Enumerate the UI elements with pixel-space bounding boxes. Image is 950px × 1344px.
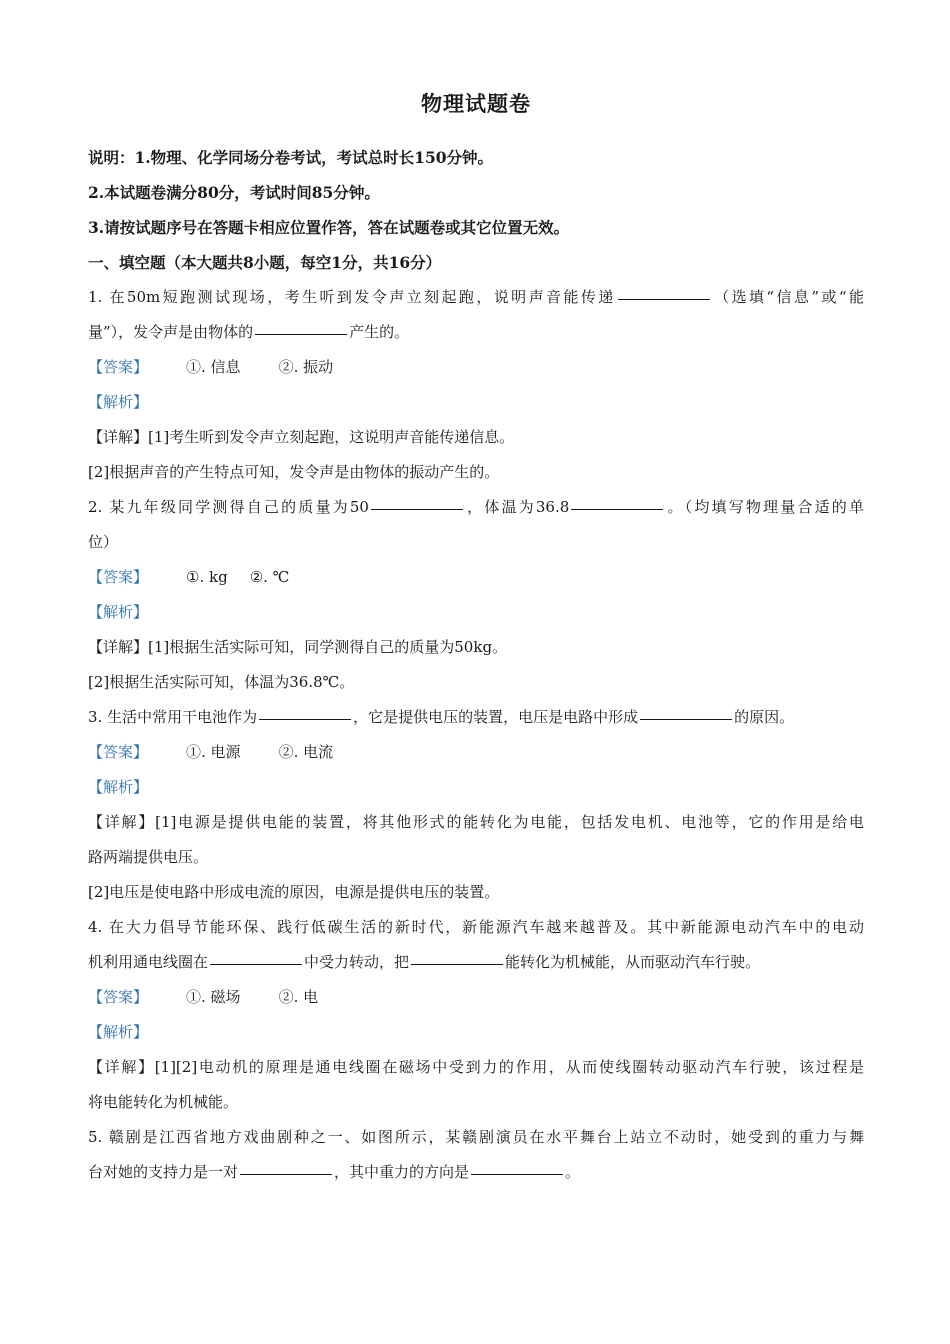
detail-line [88, 630, 864, 665]
question-text: 的原因。 [734, 708, 795, 726]
analysis-label: 【解析】 [88, 1023, 149, 1041]
question-1-line-2 [88, 315, 864, 350]
detail-label: 【详解】 [88, 813, 156, 831]
question-2-line-1 [88, 490, 864, 525]
question-text: 机利用通电线圈在 [88, 953, 209, 971]
page-title: 物理试题卷 [421, 91, 531, 116]
answer-1: ①. 信息 [186, 358, 241, 376]
detail-label: 【详解】 [88, 638, 149, 656]
detail-label: 【详解】 [88, 1058, 155, 1076]
detail-text: [1]电源是提供电能的装置，将其他形式的能转化为电能，包括发电机、电池等，它的作用是给电 [155, 813, 864, 831]
answer-label: 【答案】 [88, 988, 149, 1006]
detail-line [88, 1050, 864, 1085]
question-text: 。（均填写物理量合适的单 [665, 498, 864, 516]
answer-2: ②. ℃ [249, 568, 290, 586]
question-4-line-1: 4. 在大力倡导节能环保、践行低碳生活的新时代，新能源汽车越来越普及。其中新能源电动汽车中的电动 [88, 918, 864, 936]
question-text: 2. 某九年级同学测得自己的质量为50 [88, 498, 369, 516]
question-text: （选填“信息”或“能 [711, 288, 864, 306]
answer-blank [618, 298, 710, 300]
detail-line [88, 420, 864, 455]
detail-text: [1]根据生活实际可知，同学测得自己的质量为50kg。 [148, 638, 508, 656]
detail-label: 【详解】 [88, 428, 149, 446]
answer-blank [259, 718, 351, 720]
detail-line: [2]根据声音的产生特点可知，发令声是由物体的振动产生的。 [88, 463, 500, 481]
question-text: 。 [565, 1163, 581, 1181]
question-text: 能转化为机械能，从而驱动汽车行驶。 [505, 953, 761, 971]
answer-blank [371, 508, 463, 510]
question-text: 中受力转动，把 [304, 953, 410, 971]
question-text: 台对她的支持力是一对 [88, 1163, 239, 1181]
question-text: 产生的。 [349, 323, 410, 341]
detail-line: 将电能转化为机械能。 [88, 1093, 239, 1111]
question-4-line-2 [88, 945, 864, 980]
question-text: 3. 生活中常用干电池作为 [88, 708, 258, 726]
answer-blank [571, 508, 663, 510]
answer-blank [411, 963, 503, 965]
answer-row [88, 980, 864, 1015]
analysis-label: 【解析】 [88, 393, 149, 411]
answer-1: ①. 电源 [186, 743, 241, 761]
answer-label: 【答案】 [88, 358, 149, 376]
analysis-label: 【解析】 [88, 778, 149, 796]
answer-1: ①. 磁场 [186, 988, 241, 1006]
detail-text: [1]考生听到发令声立刻起跑，这说明声音能传递信息。 [148, 428, 515, 446]
question-2-line-2: 位） [88, 533, 119, 551]
question-text: 1. 在50m短跑测试现场，考生听到发令声立刻起跑，说明声音能传递 [88, 288, 616, 306]
analysis-label: 【解析】 [88, 603, 149, 621]
exam-page [88, 88, 864, 1190]
answer-label: 【答案】 [88, 743, 149, 761]
detail-text: [1][2]电动机的原理是通电线圈在磁场中受到力的作用，从而使线圈转动驱动汽车行驶，该过程是 [154, 1058, 864, 1076]
instruction-line: 3.请按试题序号在答题卡相应位置作答，答在试题卷或其它位置无效。 [88, 218, 570, 237]
answer-row [88, 350, 864, 385]
instruction-line: 说明：1.物理、化学同场分卷考试，考试总时长150分钟。 [88, 148, 494, 167]
answer-1: ①. kg [186, 568, 228, 586]
question-text: ，其中重力的方向是 [334, 1163, 470, 1181]
detail-line: [2]根据生活实际可知，体温为36.8℃。 [88, 673, 355, 691]
question-text: 量”），发令声是由物体的 [88, 323, 254, 341]
question-text: ，体温为36.8 [464, 498, 570, 516]
answer-row [88, 560, 864, 595]
section-heading: 一、填空题（本大题共8小题，每空1分，共16分） [88, 253, 442, 272]
detail-line [88, 805, 864, 840]
detail-line: [2]电压是使电路中形成电流的原因，电源是提供电压的装置。 [88, 883, 500, 901]
answer-label: 【答案】 [88, 568, 149, 586]
answer-blank [640, 718, 732, 720]
instruction-line: 2.本试题卷满分80分，考试时间85分钟。 [88, 183, 380, 202]
answer-blank [471, 1173, 563, 1175]
question-5-line-2 [88, 1155, 864, 1190]
answer-blank [210, 963, 302, 965]
question-1-line-1 [88, 280, 864, 315]
answer-2: ②. 电流 [278, 743, 334, 761]
question-5-line-1: 5. 赣剧是江西省地方戏曲剧种之一、如图所示，某赣剧演员在水平舞台上站立不动时，她受到的重力与舞 [88, 1128, 864, 1146]
answer-row [88, 735, 864, 770]
answer-blank [255, 333, 347, 335]
detail-line: 路两端提供电压。 [88, 848, 209, 866]
answer-blank [240, 1173, 332, 1175]
question-text: ，它是提供电压的装置，电压是电路中形成 [353, 708, 639, 726]
question-3-line-1 [88, 700, 864, 735]
answer-2: ②. 振动 [278, 358, 334, 376]
answer-2: ②. 电 [278, 988, 319, 1006]
